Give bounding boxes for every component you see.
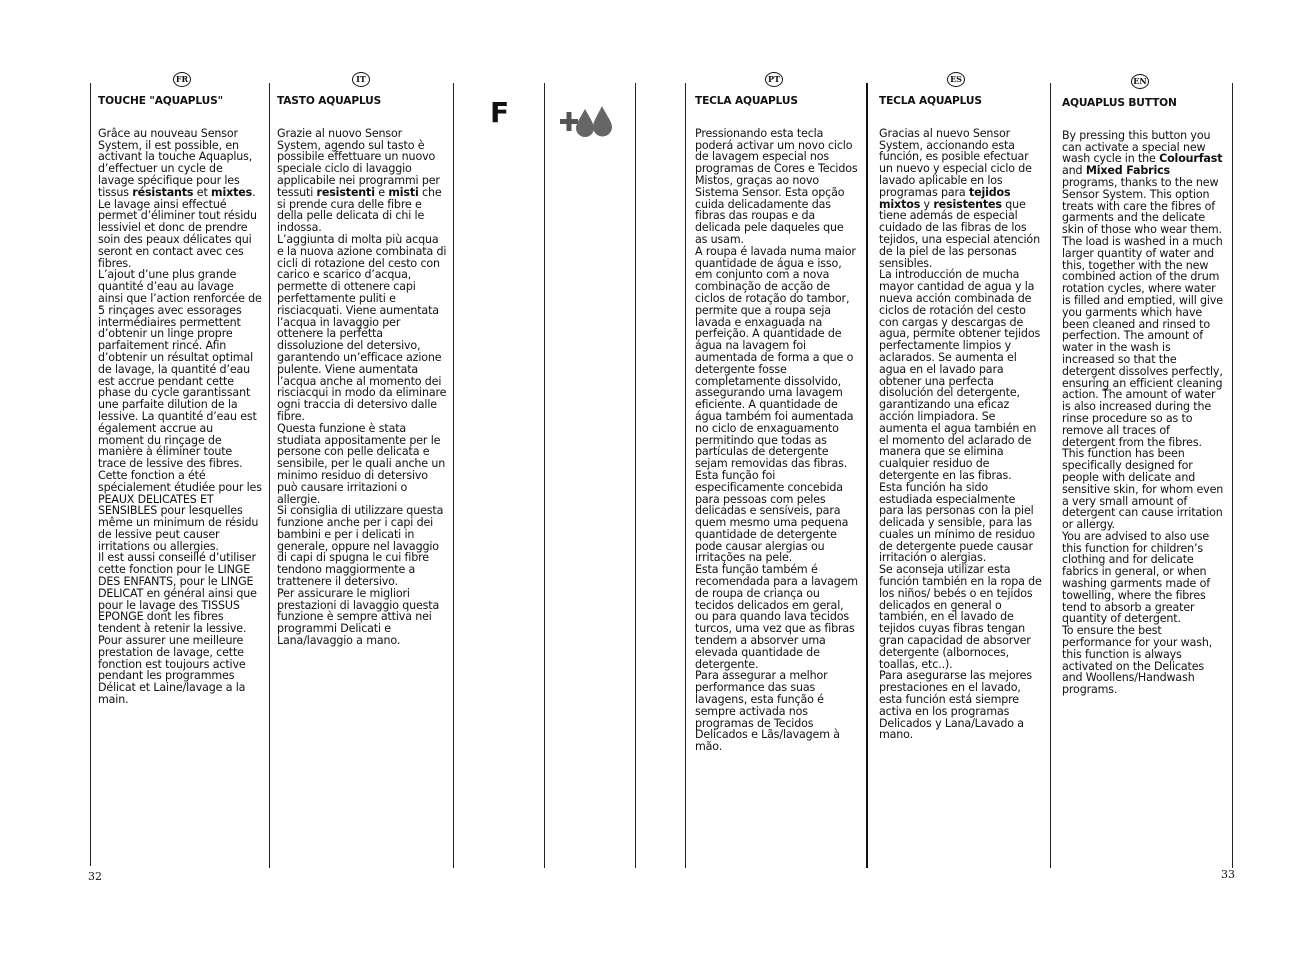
paragraph: L’ajout d’une plus grande quantité d’eau au lavage ainsi que l’action renforcée de 5 rinçages avec essorages intermédiaires permettent d’obtenir un linge propre parfaitement rincé. Afin d’obtenir un résultat optimal de lavage, la quantité d’eau est accrue pendant cette phase du cycle garantissant une parfaite dilution de la lessive. La quantité d’eau est également accrue au moment du rinçage de manière à éliminer toute trace de lessive des fibres. xyxy=(98,268,262,471)
language-badge-it: IT xyxy=(352,72,370,87)
section-title-fr: TOUCHE "AQUAPLUS" xyxy=(98,95,223,107)
paragraph: Il est aussi conseillé d’utiliser cette fonction pour le LINGE DES ENFANTS, pour le LINGE DELICAT en général ainsi que pour le lavage des TISSUS EPONGE dont les fibres tendent à retenir la lessive. xyxy=(98,551,257,636)
column-divider xyxy=(90,83,91,866)
paragraph: By pressing this button you can activate a special new wash cycle in the Colourfast and Mixed Fabrics programs, thanks to the new Sensor System. This option treats with care the fibres of garments and the delicate skin of those who wear them. xyxy=(1062,128,1223,237)
column-divider xyxy=(1050,83,1051,868)
column-divider xyxy=(453,83,454,868)
paragraph: This function has been specifically designed for people with delicate and sensitive skin, for whom even a very small amount of detergent can cause irritation or allergy. xyxy=(1062,447,1224,532)
column-divider xyxy=(269,83,270,868)
section-title-en: AQUAPLUS BUTTON xyxy=(1062,97,1177,109)
paragraph: L’aggiunta di molta più acqua e la nuova azione combinata di cicli di rotazione del cesto con carico e scarico d’acqua, permette di ottenere capi perfettamente puliti e risciacquati. Viene aumentata l’acqua in lavaggio per ottenere la perfetta dissoluzione del detersivo, garantendo un’efficace azione pulente. Viene aumentata l’acqua anche al momento dei risciacqui in modo da eliminare ogni traccia di detersivo dalle fibre. xyxy=(277,232,447,423)
paragraph: To ensure the best performance for your wash, this function is always activated on the Delicates and Woollens/Handwash programs. xyxy=(1062,624,1213,697)
paragraph: Se aconseja utilizar esta función también en la ropa de los niños/ bebés o en tejidos delicados en general o también, en el lavado de tejidos cuyas fibras tengan gran capacidad de absorver detergente (albornoces, toallas, etc..). xyxy=(879,563,1042,671)
paragraph: Esta función ha sido estudiada especialmente para las personas con la piel delicada y sensible, para las cuales un mínimo de residuo de detergente puede causar irritación o alergias. xyxy=(879,480,1036,565)
column-divider xyxy=(1232,83,1233,868)
column-pt xyxy=(695,96,858,753)
page-number-left: 32 xyxy=(88,870,102,883)
paragraph: Gracias al nuevo Sensor System, accionando esta función, es posible efectuar un nuevo y especial ciclo de lavado aplicable en los programas para tejidos mixtos y resistentes que tiene además de especial cuidado de las fibras de los tejidos, una especial atención de la piel de las personas sensibles. xyxy=(879,126,1040,270)
page-number-right: 33 xyxy=(1221,868,1235,881)
paragraph: Pressionando esta tecla poderá activar um novo ciclo de lavagem especial nos programas de Cores e Tecidos Mistos, graças ao novo Sistema Sensor. Esta opção cuida delicadamente das fibras das roupas e da delicada pele daqueles que as usam. xyxy=(695,126,858,246)
language-badge-es: ES xyxy=(947,72,965,87)
column-it xyxy=(277,96,447,647)
paragraph: Esta função também é recomendada para a lavagem de roupa de criança ou tecidos delicados em geral, ou para quando lava tecidos turcos, uma vez que as fibras tendem a absorver uma elevada quantidade de detergente. xyxy=(695,563,858,671)
paragraph: Grâce au nouveau Sensor System, il est possible, en activant la touche Aquaplus, d’effectuer un cycle de lavage spécifique pour les tissus résistants et mixtes. Le lavage ainsi effectué permet d’éliminer tout résidu lessiviel et donc de prendre soin des peaux délicates qui seront en contact avec ces fibres. xyxy=(98,126,257,270)
language-badge-pt: PT xyxy=(765,72,783,87)
language-badge-en: EN xyxy=(1131,74,1149,89)
paragraph: Pour assurer une meilleure prestation de lavage, cette fonction est toujours active pendant les programmes Délicat et Laine/lavage a la main. xyxy=(98,634,246,707)
aquaplus-water-drops-icon xyxy=(558,103,614,137)
column-fr xyxy=(98,96,262,706)
paragraph: You are advised to also use this function for children’s clothing and for delicate fabrics in general, or when washing garments made of towelling, where the fibres tend to absorb a greater quantity of detergent. xyxy=(1062,529,1210,626)
paragraph: La introducción de mucha mayor cantidad de agua y la nueva acción combinada de ciclos de rotación del cesto con cargas y descargas de agua, permite obtener tejidos perfectamente limpios y aclarados. Se aumenta el agua en el lavado para obtener una perfecta disolución del detergente, garantizando una eficaz acción limpiadora. Se aumenta el agua también en el momento del aclarado de manera que se elimina cualquier residuo de detergente en las fibras. xyxy=(879,268,1041,482)
paragraph: Per assicurare le migliori prestazioni di lavaggio questa funzione è sempre attiva nei programmi Delicati e Lana/lavaggio a mano. xyxy=(277,586,440,648)
paragraph: Esta função foi especificamente concebida para pessoas com peles delicadas e sensíveis, para quem mesmo uma pequena quantidade de detergente pode causar alergias ou irritações na pele. xyxy=(695,468,849,565)
section-title-pt: TECLA AQUAPLUS xyxy=(695,95,798,107)
column-divider xyxy=(685,83,686,868)
language-badge-fr: FR xyxy=(173,72,191,87)
paragraph: Para asegurarse las mejores prestaciones en el lavado, esta función está siempre activa en los programas Delicados y Lana/Lavado a mano. xyxy=(879,669,1032,742)
button-letter-f: F xyxy=(490,96,510,129)
column-en xyxy=(1062,98,1225,696)
section-title-es: TECLA AQUAPLUS xyxy=(879,95,982,107)
paragraph: A roupa é lavada numa maior quantidade de água e isso, em conjunto com a nova combinação de acção de ciclos de rotação do tambor, permite que a roupa seja lavada e enxaguada na perfeição. A quantidade de água na lavagem foi aumentada de forma a que o detergente fosse completamente dissolvido, assegurando uma lavagem eficiente. A quantidade de água também foi aumentada no ciclo de enxaguamento permitindo que todas as partículas de detergente sejam removidas das fibras. xyxy=(695,244,856,471)
paragraph: Si consiglia di utilizzare questa funzione anche per i capi dei bambini e per i delicati in generale, oppure nel lavaggio di capi di spugna le cui fibre tendono maggiormente a trattenere il detersivo. xyxy=(277,504,444,589)
column-es xyxy=(879,96,1043,741)
column-divider xyxy=(635,83,636,868)
paragraph: Cette fonction a été spécialement étudiée pour les PEAUX DELICATES ET SENSIBLES pour lesquelles même un minimum de résidu de lessive peut causer irritations ou allergies. xyxy=(98,468,262,553)
column-divider xyxy=(544,83,545,868)
section-title-it: TASTO AQUAPLUS xyxy=(277,95,382,107)
column-divider xyxy=(866,83,868,868)
paragraph: Questa funzione è stata studiata appositamente per le persone con pelle delicata e sensibile, per le quali anche un minimo residuo di detersivo può causare irritazioni o allergie. xyxy=(277,421,446,506)
paragraph: The load is washed in a much larger quantity of water and this, together with the new combined action of the drum rotation cycles, where water is filled and emptied, will give you garments which have been cleaned and rinsed to perfection. The amount of water in the wash is increased so that the detergent dissolves perfectly, ensuring an efficient cleaning action. The amount of water is also increased during the rinse procedure so as to remove all traces of detergent from the fibres. xyxy=(1062,234,1223,449)
paragraph: Para assegurar a melhor performance das suas lavagens, esta função é sempre activada nos programas de Tecidos Delicados e Lãs/lavagem à mão. xyxy=(695,669,840,754)
paragraph: Grazie al nuovo Sensor System, agendo sul tasto è possibile effettuare un nuovo speciale ciclo di lavaggio applicabile nei programmi per tessuti resistenti e misti che si prende cura delle fibre e della pelle delicata di chi le indossa. xyxy=(277,126,442,235)
